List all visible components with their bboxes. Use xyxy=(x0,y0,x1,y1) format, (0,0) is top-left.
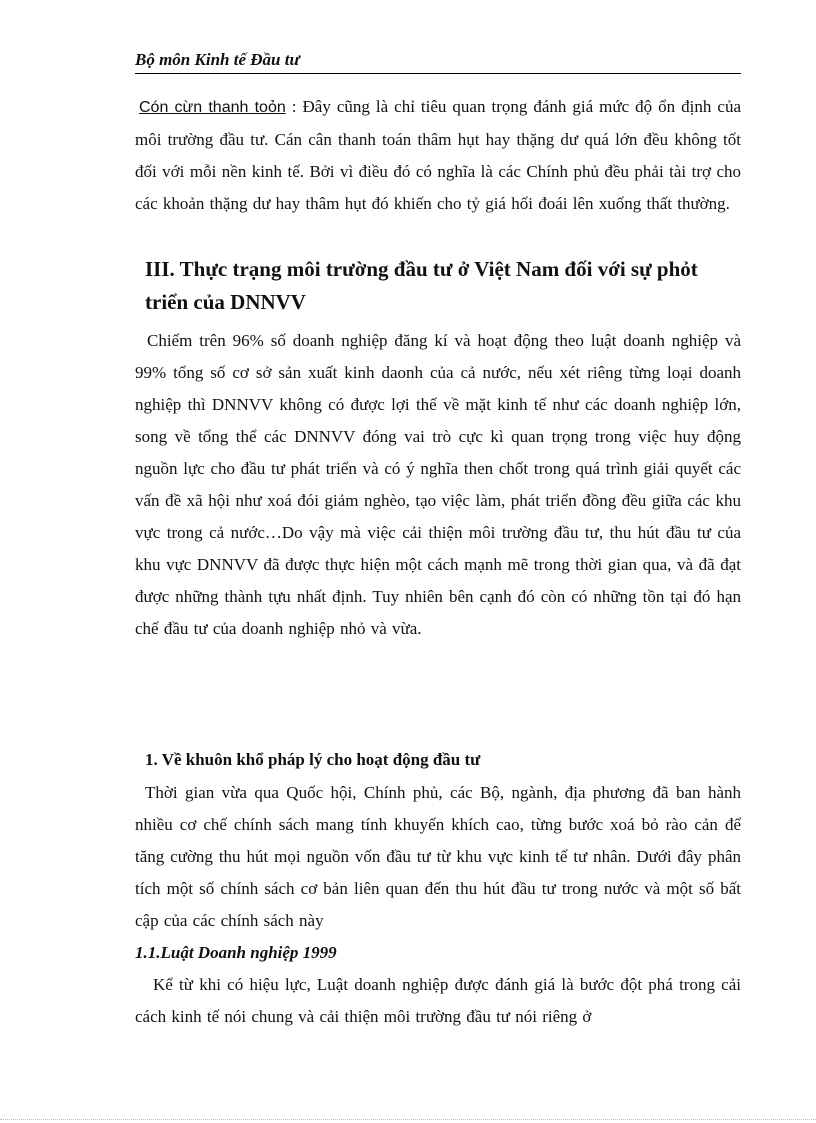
lead-term: Cón cừn thanh toỏn xyxy=(139,99,286,116)
subsection-heading-1-1: 1.1.Luật Doanh nghiệp 1999 xyxy=(135,943,337,962)
paragraph-balance-of-payments xyxy=(135,91,741,220)
paragraph-enterprise-law: Kể từ khi có hiệu lực, Luật doanh nghiệp được đánh giá là bước đột phá trong cải cách kinh tế nói chung và cải thiện môi trường đầu tư nói riêng ở xyxy=(135,975,741,1026)
section-heading-3: III. Thực trạng môi trường đầu tư ở Việt Nam đối với sự phỏt triển của DNNVV xyxy=(145,257,698,314)
page-header: Bộ môn Kinh tế Đầu tư xyxy=(135,50,741,74)
page-bottom-border xyxy=(0,1119,816,1120)
paragraph-text: : Đây cũng là chỉ tiêu quan trọng đánh giá mức độ ổn định của môi trường đầu tư. Cán cân thanh toán thâm hụt hay thặng dư quá lớn đều không tốt đối với mỗi nền kinh tế. Bởi vì điều đó có nghĩa là các Chính phủ đều phải tài trợ cho các khoản thặng dư hay thâm hụt đó khiến cho tỷ giá hối đoái lên xuống thất thường. xyxy=(135,97,741,213)
paragraph-sme-overview: Chiếm trên 96% số doanh nghiệp đăng kí và hoạt động theo luật doanh nghiệp và 99% tổng số cơ sở sản xuất kinh daonh của cả nước, nếu xét riêng từng loại doanh nghiệp thì DNNVV không có được lợi thế về mặt kinh tế như các doanh nghiệp lớn, song về tổng thể các DNNVV đóng vai trò cực kì quan trọng trong việc huy động nguồn lực cho đầu tư phát triển và có ý nghĩa then chốt trong quá trình giải quyết các vấn đề xã hội như xoá đói giảm nghèo, tạo việc làm, phát triển đồng đều giữa các khu vực trong cả nước…Do vậy mà việc cải thiện môi trường đầu tư, thu hút đầu tư của khu vực DNNVV đã được thực hiện một cách mạnh mẽ trong thời gian qua, và đã đạt được những thành tựu nhất định. Tuy nhiên bên cạnh đó còn có những tồn tại đó hạn chế đầu tư của doanh nghiệp nhỏ và vừa. xyxy=(135,331,741,638)
subsection-heading-1: 1. Về khuôn khổ pháp lý cho hoạt động đầu tư xyxy=(145,750,481,769)
paragraph-legal-framework: Thời gian vừa qua Quốc hội, Chính phủ, các Bộ, ngành, địa phương đã ban hành nhiều cơ chế chính sách mang tính khuyến khích cao, từng bước xoá bỏ rào cản để tăng cường thu hút mọi nguồn vốn đầu tư từ khu vực kinh tế tư nhân. Dưới đây phân tích một số chính sách cơ bản liên quan đến thu hút đầu tư trong nước và một số bất cập của các chính sách này xyxy=(135,783,741,930)
